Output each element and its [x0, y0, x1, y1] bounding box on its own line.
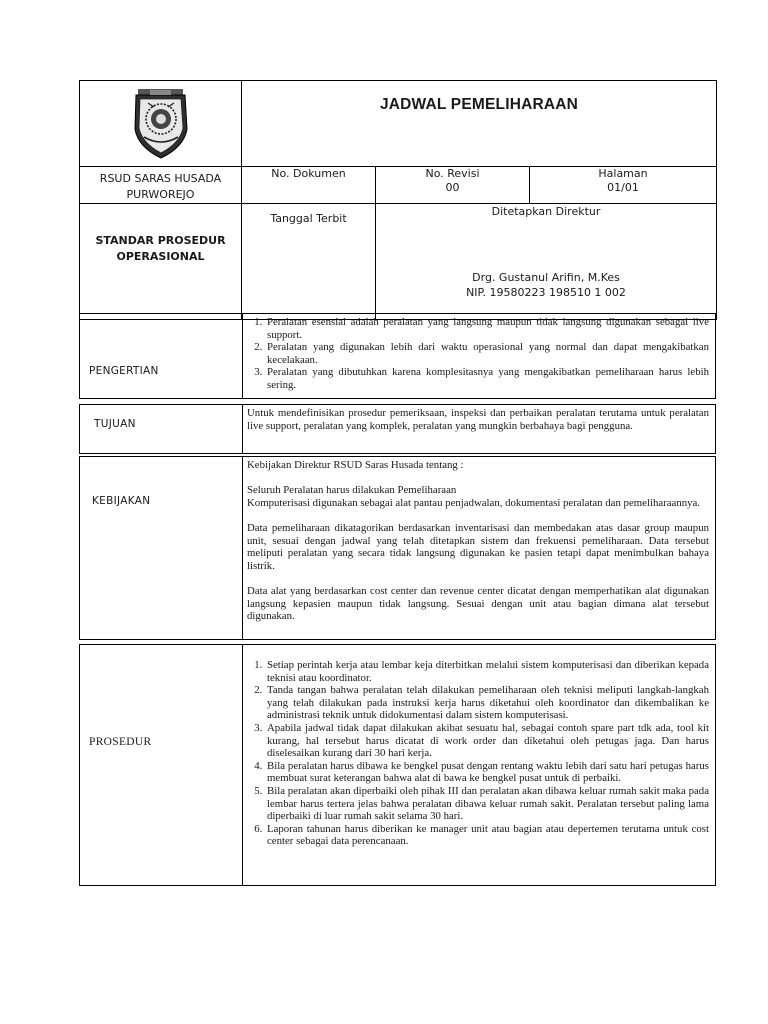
list-item: 1. Setiap perintah kerja atau lembar keja diterbitkan melalui sistem komputerisasi dan diberikan kepada teknisi atau koordinator. [265, 659, 709, 684]
kebijakan-paragraph: Seluruh Peralatan harus dilakukan Pemeliharaan [247, 484, 457, 497]
section-prosedur [79, 644, 716, 886]
section-label-cell [80, 405, 243, 453]
document-title: JADWAL PEMELIHARAAN [242, 81, 717, 167]
list-item: 6. Laporan tahunan harus diberikan ke manager unit atau bagian atau depertemen terutama untuk cost center sebagai data perencanaan. [265, 823, 709, 848]
sop-title [80, 204, 242, 320]
page-cell [530, 167, 717, 204]
kebijakan-paragraph: Data alat yang berdasarkan cost center dan revenue center dicatat dengan memperhatikan alat digunakan langsung kepasien maupun tidak langsung. Sesuai dengan unit atau bagian dimana alat tersebut digunakan. [247, 584, 709, 623]
approved-by: Ditetapkan Direktur [491, 205, 601, 218]
approval-cell [376, 204, 717, 320]
list-item: 2. Peralatan yang digunakan lebih dari waktu operasional yang normal dan dapat mengakibatkan kecelakaan. [265, 341, 709, 366]
section-tujuan [79, 404, 716, 454]
kebijakan-label: KEBIJAKAN [92, 495, 151, 507]
section-label-cell [80, 314, 243, 398]
issue-date-cell [242, 204, 376, 320]
signer-name: Drg. Gustanul Arifin, M.Kes [472, 271, 620, 284]
signer-nip: NIP. 19580223 198510 1 002 [466, 286, 626, 299]
page-value: 01/01 [607, 181, 639, 194]
list-item: 3. Peralatan yang dibutuhkan karena komplesitasnya yang mengakibatkan pemeliharaan harus lebih sering. [265, 366, 709, 391]
prosedur-content [247, 659, 709, 848]
sop-line-1: STANDAR PROSEDUR [95, 234, 226, 247]
list-item: 1. Peralatan esensial adalah peralatan yang langsung maupun tidak langsung digunakan sebagai live support. [265, 316, 709, 341]
tujuan-text: Untuk mendefinisikan prosedur pemeriksaan, inspeksi dan perbaikan peralatan terutama untuk peralatan live support, peralatan yang komplek, peralatan yang mungkin berbahaya bagi pengguna. [247, 407, 709, 432]
revision-label: No. Revisi [425, 167, 480, 180]
page-label: Halaman [598, 167, 648, 180]
tujuan-label: TUJUAN [94, 418, 136, 430]
sop-line-2: OPERASIONAL [116, 250, 205, 263]
pengertian-label: PENGERTIAN [89, 365, 159, 377]
org-line-1: RSUD SARAS HUSADA [99, 172, 222, 185]
kebijakan-paragraph: Data pemeliharaan dikatagorikan berdasarkan inventarisasi dan membedakan atas dasar group maupun unit, sesuai dengan jadwal yang telah ditetapkan sistem dan frekuensi pemeliharaan. Data tersebut meliputi peralatan yang secara tidak langsung digunakan ke pasien tetapi dapat menimbulkan bahaya listrik. [247, 521, 709, 572]
document-header [79, 80, 717, 320]
section-label-cell [80, 457, 243, 639]
kebijakan-content [247, 459, 709, 623]
kebijakan-paragraph: Komputerisasi digunakan sebagai alat pantau penjadwalan, dokumentasi peralatan dan pemeliharaannya. [247, 496, 700, 509]
section-pengertian [79, 313, 716, 399]
list-item: 4. Bila peralatan harus dibawa ke bengkel pusat dengan rentang waktu lebih dari satu hari petugas harus membuat surat keterangan bahwa alat di bawa ke bengkel pusat untuk di perbaiki. [265, 760, 709, 785]
revision-value: 00 [445, 181, 460, 194]
org-line-2: PURWOREJO [126, 188, 195, 201]
section-label-cell [80, 645, 243, 885]
list-item: 3. Apabila jadwal tidak dapat dilakukan akibat sesuatu hal, sebagai contoh spare part tdk ada, tool kit kurang, hal tersebut harus dicatat di work order dan diketahui oleh petugas jaga. Dan harus diselesaikan kurang dari 30 hari kerja. [265, 722, 709, 760]
hospital-logo [80, 81, 242, 161]
list-item: 2. Tanda tangan bahwa peralatan telah dilakukan pemeliharaan oleh teknisi meliputi langkah-langkah yang telah dilakukan pada instruksi kerja harus diketahui oleh koordinator dan dikembalikan ke administrasi teknik untuk didokumentasi dalam sistem komputerisasi. [265, 684, 709, 722]
section-kebijakan [79, 456, 716, 640]
issue-date-label: Tanggal Terbit [270, 212, 347, 225]
doc-number-label: No. Dokumen [271, 167, 346, 180]
revision-cell [376, 167, 530, 204]
list-item: 5. Bila peralatan akan diperbaiki oleh pihak III dan peralatan akan dibawa keluar rumah sakit maka pada lembar harus tertera jelas bahwa peralatan dibawa keluar rumah sakit. Peralatan tersebut paling lama diperbaiki di luar rumah sakit selama 30 hari. [265, 785, 709, 823]
logo-cell [80, 81, 242, 167]
tujuan-content [247, 407, 709, 432]
organization-name [80, 167, 242, 204]
doc-number-cell [242, 167, 376, 204]
pengertian-content [247, 316, 709, 392]
prosedur-label: PROSEDUR [89, 736, 152, 748]
kebijakan-intro: Kebijakan Direktur RSUD Saras Husada tentang : [247, 459, 464, 471]
